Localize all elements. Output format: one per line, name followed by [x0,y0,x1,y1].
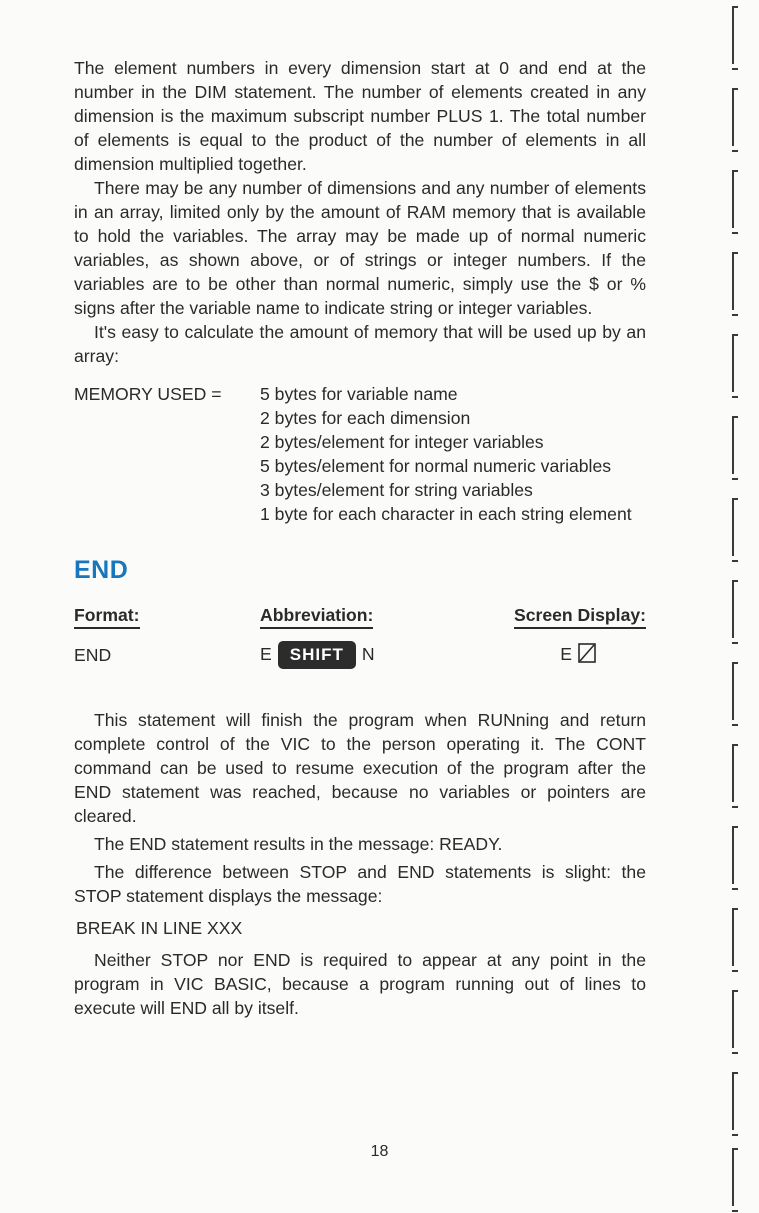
abbreviation-header: Abbreviation: [260,605,373,629]
page-content [74,56,646,1020]
shift-key-icon: SHIFT [278,641,356,669]
index-tab [732,1148,738,1206]
index-tab [732,170,738,228]
index-tab [732,662,738,720]
memory-item: 3 bytes/element for string variables [260,480,533,500]
body-paragraph-1: This statement will finish the program when RUNning and return complete control of the VIC to the person operating it. The CONT command can be used to resume execution of the program after the END statement was reached, because no variables or pointers are cleared. [74,710,646,826]
body-paragraph-2: The END statement results in the message: READY. [94,834,503,854]
index-tab [732,498,738,556]
index-tab [732,826,738,884]
abbr-prefix: E [260,644,272,664]
graphic-char-icon [578,643,596,668]
memory-item: 2 bytes/element for integer variables [260,432,544,452]
index-tab [732,580,738,638]
intro-paragraph-1: The element numbers in every dimension start at 0 and end at the number in the DIM statement. The number of elements created in any dimension is the maximum subscript number PLUS 1. The total number of elements is equal to the product of the number of elements in all dimension multiplied together. [74,58,646,174]
body-paragraph-3: The difference between STOP and END statements is slight: the STOP statement displays the message: [74,862,646,906]
memory-list [260,382,646,526]
memory-label: MEMORY USED = [74,384,222,404]
thumb-index-tabs [728,0,758,1213]
memory-item: 5 bytes for variable name [260,384,458,404]
closing-paragraph: Neither STOP nor END is required to appear at any point in the program in VIC BASIC, because a program running out of lines to execute will END all by itself. [74,950,646,1018]
intro-paragraph-3: It's easy to calculate the amount of memory that will be used up by an array: [74,322,646,366]
break-message: BREAK IN LINE XXX [76,918,243,938]
format-value: END [74,644,112,665]
index-tab [732,6,738,64]
screen-display-value [496,643,646,668]
index-tab [732,88,738,146]
memory-item: 2 bytes for each dimension [260,408,471,428]
index-tab [732,334,738,392]
format-header: Format: [74,605,140,629]
body-text [74,708,646,1020]
section-title: END [74,556,129,584]
index-tab [732,990,738,1048]
index-tab [732,744,738,802]
memory-table [74,382,646,526]
screen-prefix: E [560,643,572,664]
syntax-header-row [74,605,646,626]
syntax-values-row [74,640,646,670]
screen-display-header: Screen Display: [514,605,646,629]
intro-paragraph-2: There may be any number of dimensions and any number of elements in an array, limited only by the amount of RAM memory that is available to hold the variables. The array may be made up of normal numeric variables, as shown above, or of strings or integer numbers. If the variables are to be other than normal numeric, simply use the $ or % signs after the variable name to indicate string or integer variables. [74,178,646,318]
memory-item: 5 bytes/element for normal numeric variables [260,456,612,476]
index-tab [732,908,738,966]
page-number: 18 [370,1143,389,1160]
memory-item: 1 byte for each character in each string element [260,504,632,524]
index-tab [732,252,738,310]
abbr-suffix: N [361,644,375,664]
index-tab [732,416,738,474]
abbreviation-value [260,641,496,669]
index-tab [732,1072,738,1130]
